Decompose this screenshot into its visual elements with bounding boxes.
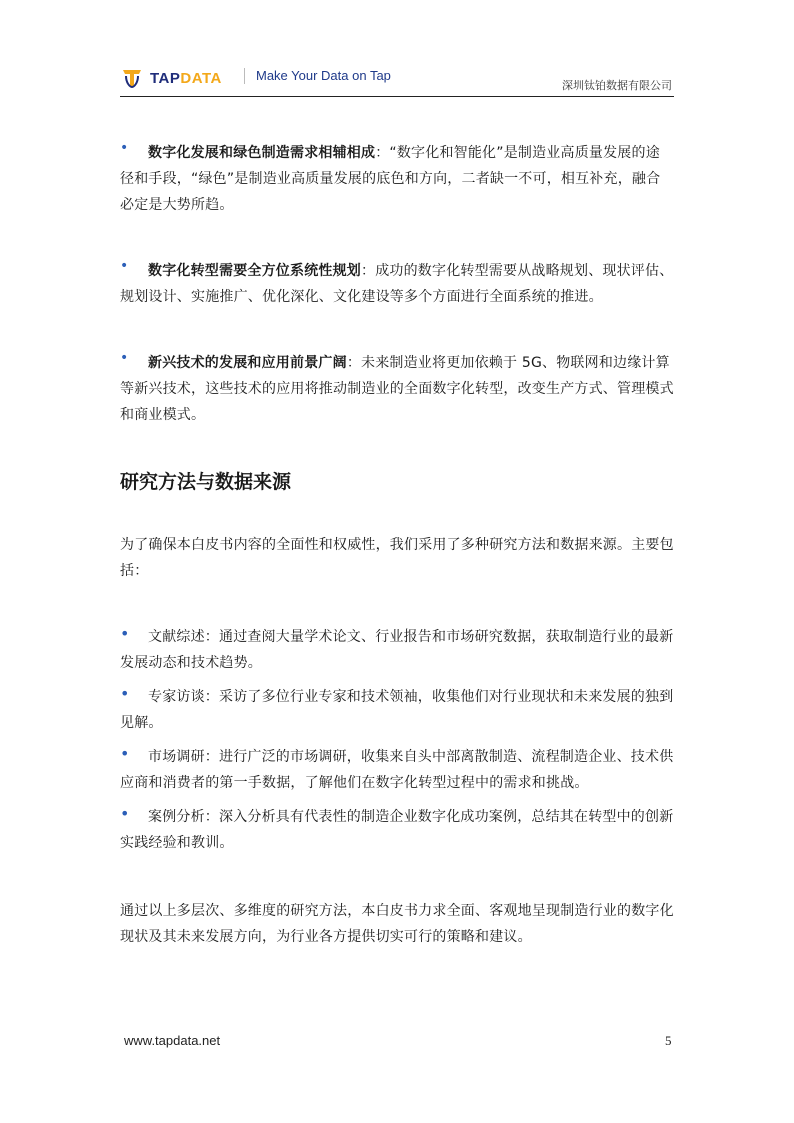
key-point-title: 数字化转型需要全方位系统性规划 [148,263,361,279]
header-divider [244,68,245,84]
list-item-text: 专家访谈：采访了多位行业专家和技术领袖，收集他们对行业现状和未来发展的独到见解。 [120,689,674,731]
company-name: 深圳钛铂数据有限公司 [562,79,672,92]
list-item-text: 案例分析：深入分析具有代表性的制造企业数字化成功案例，总结其在转型中的创新实践经验和教训。 [120,809,674,851]
key-point-title: 数字化发展和绿色制造需求相辅相成 [148,145,376,161]
page-number: 5 [665,1033,672,1048]
logo-wordmark: TAPDATA [150,69,222,87]
section-heading: 研究方法与数据来源 [120,471,292,493]
header-slogan: Make Your Data on Tap [256,68,391,83]
key-point-body: ：未来制造业将更加依赖于 5G、物联网和边缘计算等新兴技术，这些技术的应用将推动制造业的全面数字化转型，改变生产方式、管理模式和商业模式。 [120,355,674,423]
list-item-text: 文献综述：通过查阅大量学术论文、行业报告和市场研究数据，获取制造行业的最新发展动态和技术趋势。 [120,629,674,671]
section-intro: 为了确保本白皮书内容的全面性和权威性，我们采用了多种研究方法和数据来源。主要包括： [120,537,674,579]
list-item [120,804,674,856]
method-list [120,624,674,856]
key-point-text [120,350,674,428]
key-point-text [120,258,674,310]
key-point [120,258,674,310]
list-item [120,624,674,676]
bullet-marker: • [120,684,130,703]
section-conclusion: 通过以上多层次、多维度的研究方法，本白皮书力求全面、客观地呈现制造行业的数字化现状及其未来发展方向，为行业各方提供切实可行的策略和建议。 [120,903,674,945]
bullet-marker: • [120,804,130,823]
bullet-marker: • [120,744,130,763]
list-item-text: 市场调研：进行广泛的市场调研，收集来自头中部离散制造、流程制造企业、技术供应商和消费者的第一手数据，了解他们在数字化转型过程中的需求和挑战。 [120,749,674,791]
list-item [120,684,674,736]
footer-url[interactable]: www.tapdata.net [124,1033,221,1048]
page-content [120,140,674,990]
key-point-title: 新兴技术的发展和应用前景广阔 [148,355,347,371]
page-header [120,62,674,97]
key-point-body: ：“数字化和智能化”是制造业高质量发展的途径和手段，“绿色”是制造业高质量发展的底色和方向，二者缺一不可，相互补充，融合必定是大势所趋。 [120,145,661,213]
key-point [120,140,674,218]
list-item [120,744,674,796]
bullet-marker: • [120,350,129,366]
tapdata-logo-icon [120,66,144,90]
key-point-text [120,140,674,218]
key-point-body: ：成功的数字化转型需要从战略规划、现状评估、规划设计、实施推广、优化深化、文化建设等多个方面进行全面系统的推进。 [120,263,674,305]
tapdata-logo [120,66,222,90]
key-point [120,350,674,428]
bullet-marker: • [120,140,129,156]
bullet-marker: • [120,624,130,643]
bullet-marker: • [120,258,129,274]
